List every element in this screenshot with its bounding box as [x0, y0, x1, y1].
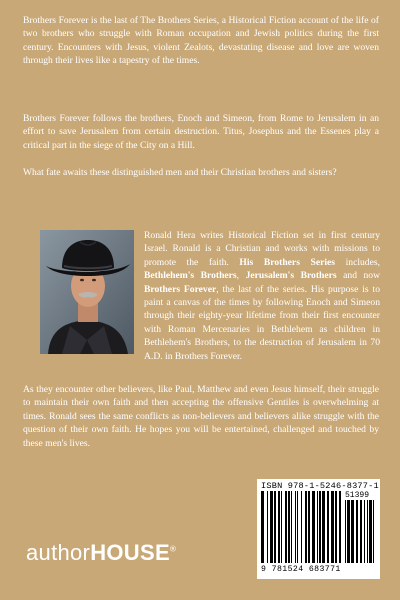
bio-text: includes, [335, 256, 380, 268]
barcode-bar [278, 491, 280, 563]
blurb-paragraph-2: Brothers Forever follows the brothers, Enoch and Simeon, from Rome to Jerusalem in an effort to save Jerusalem from certain destruction. Titus, Josephus and the Essenes play a critical part in the siege of the City on a Hill. [23, 113, 379, 151]
barcode-bar [339, 491, 341, 563]
barcode-bar [322, 491, 325, 563]
price-barcode-bars [345, 500, 375, 563]
bio-text: , the last of the series. His purpose is to paint a canvas of the times by following Enoch and Simeon through their eighty-year lifetime from their first encounter with Roman Mercenaries in Bethlehem as children in Bethlehem's Brothers, to the destruction of Jerusalem in 70 A.D. in Brothers Forever. [144, 283, 380, 362]
isbn-barcode [257, 479, 380, 579]
closing-paragraph: As they encounter other believers, like Paul, Matthew and even Jesus himself, their struggle to maintain their own faith and then accepting the offensive Gentiles is overwhelming at times. Ronald sees the same conflicts as non-believers and believers alike struggle with the question of their own faith. He hopes you will be entertained, challenged and touched by these men's lives. [23, 384, 379, 449]
barcode-bar [285, 491, 287, 563]
publisher-logo: authorHOUSE® [26, 540, 177, 565]
barcode-bar [356, 500, 358, 563]
barcode-bar [281, 491, 282, 563]
barcode-bar [261, 491, 264, 563]
price-code: 51399 [345, 491, 370, 500]
photo-spacer [40, 229, 144, 355]
bio-book-title: Brothers Forever [144, 283, 217, 295]
barcode-bar [345, 500, 346, 563]
bio-text: , [236, 270, 246, 282]
ean-number: 9 781524 683771 [261, 565, 341, 574]
barcode-bar [327, 491, 329, 563]
blurb-paragraph-1: Brothers Forever is the last of The Brothers Series, a Historical Fiction account of the life of two brothers who struggle with Roman occupation and Jewish politics during the first century. Encounters with Jesus, violent Zealots, devastating disease and love are woven through their lives like a tapestry of the times. [23, 15, 379, 67]
bio-book-title: Jerusalem's Brothers [245, 270, 337, 282]
barcode-bar [317, 491, 318, 563]
barcode-bar [360, 500, 362, 563]
bio-book-title: Bethlehem's Brothers [144, 270, 237, 282]
barcode-bar [297, 491, 298, 563]
barcode-bar [369, 500, 372, 563]
barcode-bar [267, 491, 268, 563]
bio-series-title: His Brothers Series [239, 256, 336, 268]
barcode-bar [291, 491, 292, 563]
barcode-bar [308, 491, 310, 563]
barcode-bar [347, 500, 350, 563]
barcode-bar [312, 491, 315, 563]
barcode-bar [270, 491, 273, 563]
bio-text: Ronald Hera writes Historical Fiction set in first century Israel. Ronald is a Christian and works with missions to promote the faith. [144, 230, 380, 268]
barcode-bar [274, 491, 276, 563]
blurb-paragraph-3: What fate awaits these distinguished men and their Christian brothers and sisters? [23, 167, 337, 178]
barcode-bar [373, 500, 374, 563]
barcode-bar [295, 491, 296, 563]
barcode-bar [331, 491, 334, 563]
barcode-bar [288, 491, 290, 563]
barcode-bar [351, 500, 354, 563]
author-bio [40, 229, 380, 363]
barcode-bar [301, 491, 302, 563]
bio-text: and now [336, 270, 381, 282]
barcode-bar [367, 500, 368, 563]
ean-barcode-bars [261, 491, 343, 563]
barcode-bar [335, 491, 337, 563]
barcode-bar [305, 491, 307, 563]
isbn-number: ISBN 978-1-5246-8377-1 [261, 481, 379, 491]
barcode-bar [364, 500, 365, 563]
barcode-bar [319, 491, 321, 563]
